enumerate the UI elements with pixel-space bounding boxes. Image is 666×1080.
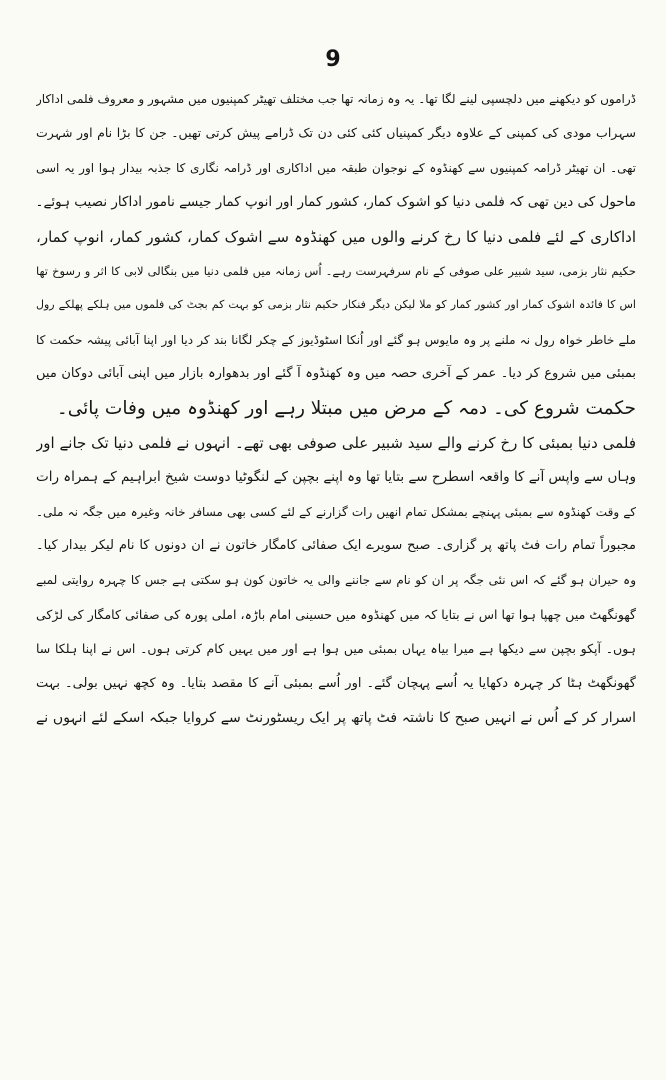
text-line: گھونگھٹ ہٹا کر چہرہ دکھایا یہ اُسے پہچان گئے۔ اور اُسے بمبئی آنے کا مقصد بتایا۔ وہ کچھ نہیں بولی۔ بہت (36, 675, 636, 691)
text-line: حکیم نثار بزمی، سید شبیر علی صوفی کے نام سرفہرست رہے۔ اُس زمانہ میں فلمی دنیا میں بنگالی لابی کا اثر و رسوخ تھا (36, 263, 636, 278)
text-line: بمبئی میں شروع کر دیا۔ عمر کے آخری حصہ میں وہ کھنڈوہ آ گئے اور بدھوارہ بازار میں اپنی آبائی دوکان میں (36, 366, 636, 382)
body-text (36, 82, 636, 735)
text-line: ماحول کی دین تھی کہ فلمی دنیا کو اشوک کمار، کشور کمار اور انوپ کمار جیسے نامور اداکار نصیب ہوئے۔ (36, 194, 636, 211)
text-line: اداکاری کے لئے فلمی دنیا کا رخ کرنے والوں میں کھنڈوہ سے اشوک کمار، کشور کمار، انوپ کمار، (36, 227, 636, 246)
text-line: ہوں۔ آپکو بچپن سے دیکھا ہے میرا بیاہ یہاں بمبئی میں ہوا ہے اور میں یہیں کام کرتی ہوں۔ اس نے اپنا ہلکا سا (36, 641, 636, 657)
text-line: کے وقت کھنڈوہ سے بمبئی پہنچے بمشکل تمام انھیں رات گزارنے کے لئے کسی بھی مسافر خانہ وغیرہ میں جگہ نہ ملی۔ (36, 504, 636, 519)
text-line: فلمی دنیا بمبئی کا رخ کرنے والے سید شبیر علی صوفی بھی تھے۔ انہوں نے فلمی دنیا تک جانے اور (36, 433, 636, 452)
text-line: تھی۔ ان تھیٹر ڈرامہ کمپنیوں سے کھنڈوہ کے نوجوان طبقہ میں اداکاری اور ڈرامہ نگاری کا جذبہ بیدار ہوا اور یہ اسی (36, 160, 636, 175)
page-number: 9 (325, 47, 341, 72)
text-line: وہ حیران ہو گئے کہ اس نئی جگہ پر ان کو نام سے جاننے والی یہ خاتون کون ہو سکتی ہے جس کا چہرہ روایتی لمبے (36, 573, 636, 588)
text-line: اسرار کر کے اُس نے انہیں صبح کا ناشتہ فٹ پاتھ پر ایک ریسٹورنٹ سے کروایا جبکہ اسکے لئے انہوں نے (36, 710, 636, 727)
text-line: اس کا فائدہ اشوک کمار اور کشور کمار کو ملا لیکن دیگر فنکار حکیم نثار بزمی کو بہت کم بجٹ کی فلموں میں ہلکے پھلکے رول (36, 298, 636, 312)
text-line: سہراب مودی کی کمپنی کے علاوہ دیگر کمپنیاں کئی کئی دن تک ڈرامے پیش کرتی تھیں۔ جن کا بڑا نام اور شہرت (36, 125, 636, 141)
text-line: حکمت شروع کی۔ دمہ کے مرض میں مبتلا رہے اور کھنڈوہ میں وفات پائی۔ (56, 397, 636, 419)
text-line: ڈراموں کو دیکھنے میں دلچسپی لینے لگا تھا۔ یہ وہ زمانہ تھا جب مختلف تھیٹر کمپنیوں میں مشہور و معروف فلمی اداکار (36, 92, 636, 106)
text-line: وہاں سے واپس آنے کا واقعہ اسطرح سے بتایا تھا وہ اپنے بچپن کے لنگوٹیا دوست شیخ ابراہیم کے ہمراہ رات (36, 469, 636, 486)
text-line: ملے خاطر خواہ رول نہ ملنے پر وہ مایوس ہو گئے اور اُنکا اسٹوڈیوز کے چکر لگانا بند کر دیا اور اپنا آبائی پیشہ حکمت کا (36, 332, 636, 347)
text-line: مجبوراً تمام رات فٹ پاتھ پر گزاری۔ صبح سویرے ایک صفائی کامگار خاتون نے ان دونوں کا نام لیکر بیدار کیا۔ (36, 538, 636, 554)
text-line: گھونگھٹ میں چھپا ہوا تھا اس نے بتایا کہ میں کھنڈوہ میں حسینی امام باڑہ، املی پورہ کی صفائی کامگار کی لڑکی (36, 606, 636, 622)
